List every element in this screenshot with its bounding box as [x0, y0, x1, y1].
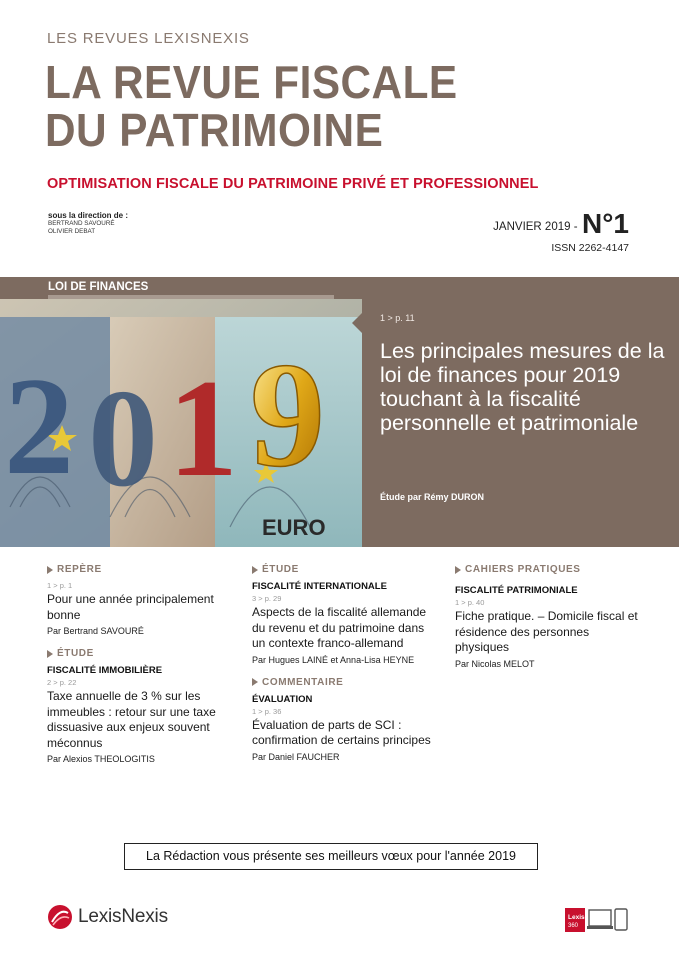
article-title: Fiche pratique. – Domicile fiscal et résidence des personnes physiques	[455, 609, 638, 654]
journal-subtitle: OPTIMISATION FISCALE DU PATRIMOINE PRIVÉ ET PROFESSIONNEL	[47, 176, 539, 192]
page-ref: 1 > p. 1	[47, 581, 73, 590]
direction-label: sous la direction de :	[48, 211, 129, 220]
feature-page-ref: 1 > p. 11	[380, 313, 415, 323]
triangle-icon	[252, 566, 258, 574]
section-heading: ÉTUDE	[47, 648, 232, 659]
badge-label: 360	[568, 923, 579, 929]
article-title: Taxe annuelle de 3 % sur les immeubles : retour sur une taxe dissuasive aux enjeux souvent méconnus	[47, 689, 216, 750]
section-heading: REPÈRE	[47, 564, 232, 575]
article-block	[455, 564, 640, 669]
banknote-digit: 2	[4, 349, 74, 504]
triangle-icon	[252, 678, 258, 686]
article-title: Évaluation de parts de SCI : confirmation de certains principes	[252, 717, 431, 747]
page-ref: 1 > p. 40	[455, 598, 485, 607]
article-theme: ÉVALUATION	[252, 693, 313, 705]
article-theme: FISCALITÉ INTERNATIONALE	[252, 581, 387, 592]
article-author: Par Alexios THEOLOGITIS	[47, 754, 155, 764]
publisher-name: LexisNexis	[78, 906, 168, 927]
feature-headline: Les principales mesures de la loi de finances pour 2019 touchant à la fiscalité personnelle et patrimoniale	[380, 339, 665, 435]
article-theme: FISCALITÉ IMMOBILIÈRE	[47, 665, 163, 676]
section-heading: ÉTUDE	[252, 564, 437, 575]
issue-info	[493, 208, 629, 254]
journal-title	[45, 58, 458, 154]
column-middle	[252, 564, 437, 774]
device-icons	[565, 904, 631, 934]
editorial-direction	[48, 211, 128, 236]
article-theme: FISCALITÉ PATRIMONIALE	[455, 585, 578, 596]
article-block	[252, 564, 437, 665]
feature-panel	[362, 277, 679, 547]
banknote-digit: 0	[88, 361, 158, 516]
panel-notch	[352, 313, 362, 333]
article-block	[47, 564, 232, 636]
banknote-euro-text: EURO	[262, 515, 326, 540]
page-ref: 2 > p. 22	[47, 678, 77, 687]
issue-number: N°1	[582, 208, 629, 239]
article-author: Par Hugues LAINÉ et Anna-Lisa HEYNE	[252, 654, 415, 665]
column-left	[47, 564, 232, 776]
page-ref: 3 > p. 29	[252, 594, 282, 603]
badge-label: Lexis	[568, 914, 585, 921]
triangle-icon	[47, 650, 53, 658]
triangle-icon	[455, 566, 461, 574]
euro-banknotes-photo	[0, 277, 362, 547]
page-ref: 1 > p. 36	[252, 706, 282, 716]
article-title: Aspects de la fiscalité allemande du revenu et du patrimoine dans un contexte franco-allemand	[252, 605, 427, 650]
triangle-icon	[47, 566, 53, 574]
article-author: Par Bertrand SAVOURÉ	[47, 626, 144, 636]
tag-underline	[48, 295, 334, 299]
section-tag-label: LOI DE FINANCES	[48, 281, 149, 293]
lexis360-badge	[565, 904, 631, 939]
banknotes-illustration	[0, 277, 362, 547]
issue-date: JANVIER 2019 -	[493, 221, 578, 233]
article-author: Par Daniel FAUCHER	[252, 751, 340, 762]
director-name: OLIVIER DEBAT	[48, 228, 96, 235]
feature-hero	[0, 277, 679, 547]
section-heading: COMMENTAIRE	[252, 677, 437, 688]
lexisnexis-logo	[47, 904, 168, 930]
title-line-1: LA REVUE FISCALE	[45, 56, 458, 108]
feature-byline: Étude par Rémy DURON	[380, 492, 485, 502]
article-block	[47, 648, 232, 764]
issn: ISSN 2262-4147	[551, 242, 629, 254]
banknote-digit: 1	[168, 351, 238, 506]
article-author: Par Nicolas MELOT	[455, 658, 535, 669]
banknote-digit: 9	[250, 332, 325, 498]
lexisnexis-emblem-icon	[47, 904, 73, 930]
article-block	[252, 677, 437, 762]
series-name: LES REVUES LEXISNEXIS	[47, 30, 250, 47]
new-year-wishes: La Rédaction vous présente ses meilleurs vœux pour l'année 2019	[124, 843, 538, 870]
director-name: BERTRAND SAVOURÉ	[48, 220, 115, 227]
column-right	[455, 564, 640, 681]
section-tag	[0, 277, 362, 299]
title-line-2: DU PATRIMOINE	[45, 104, 384, 156]
article-title: Pour une année principalement bonne	[47, 592, 214, 622]
section-heading: CAHIERS PRATIQUES	[455, 564, 640, 575]
